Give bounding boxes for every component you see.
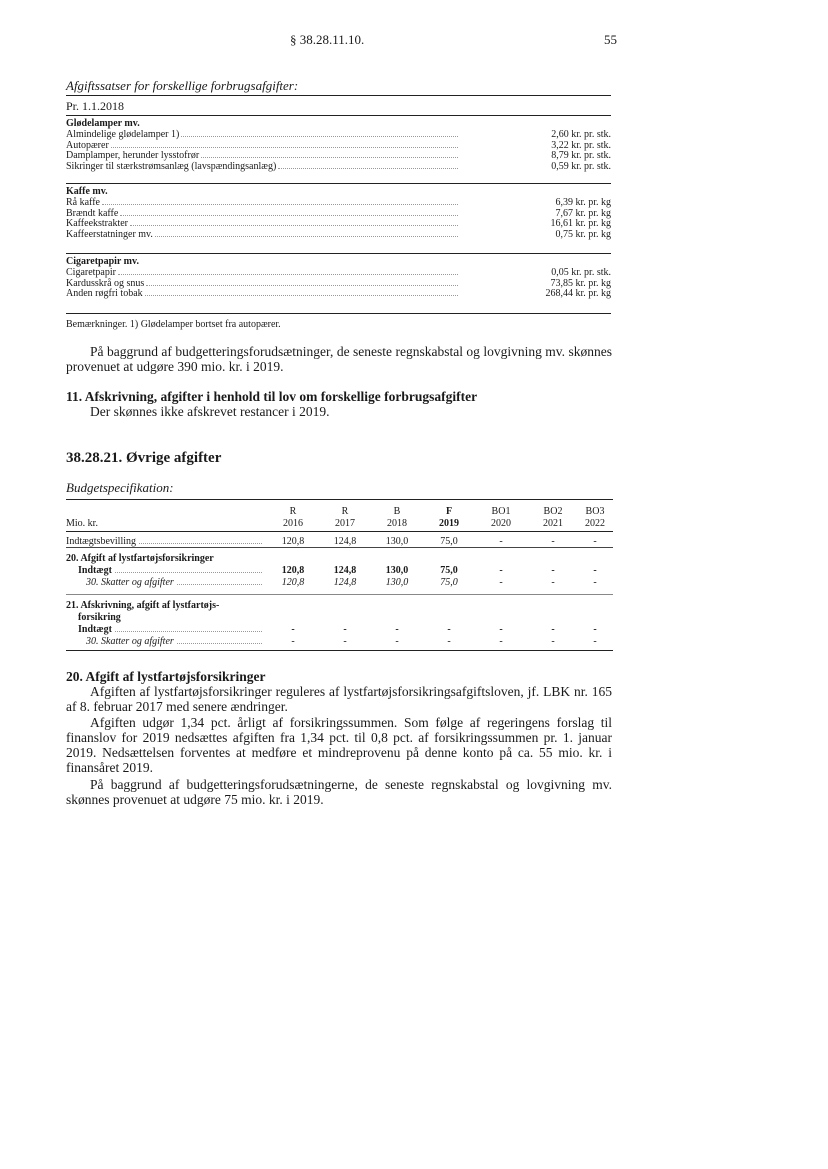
budget-cell: 130,0: [385, 577, 409, 588]
rates-date: Pr. 1.1.2018: [66, 99, 125, 113]
leader-dots: [115, 572, 262, 573]
leader-dots: [120, 215, 458, 216]
section-11-text: Der skønnes ikke afskrevet restancer i 2019.: [90, 404, 330, 419]
leader-dots: [111, 147, 458, 148]
rates-row-label: Kardusskrå og snus: [66, 277, 145, 289]
budget-cell: -: [593, 636, 597, 647]
budget-cell: 120,8: [281, 577, 305, 588]
budget-cell: -: [593, 624, 597, 635]
rates-row-label: Rå kaffe: [66, 197, 100, 208]
rates-row: [66, 197, 611, 208]
budget-cell: 75,0: [440, 577, 458, 588]
budget-cell: 124,8: [333, 536, 357, 547]
budget-cell: -: [499, 536, 503, 547]
column-header-type: R: [289, 506, 297, 517]
leader-dots: [139, 543, 262, 544]
leader-dots: [278, 168, 458, 169]
column-header-type: BO3: [585, 506, 605, 517]
budget-cell: 120,8: [281, 536, 305, 547]
column-header-year: 2022: [585, 518, 605, 529]
rates-row: [66, 150, 611, 161]
budget-cell: -: [593, 536, 597, 547]
budget-cell: -: [593, 565, 597, 576]
leader-dots: [177, 584, 262, 585]
column-header-type: R: [341, 506, 349, 517]
section-heading: 38.28.21. Øvrige afgifter: [66, 450, 222, 466]
budget-cell: 130,0: [385, 565, 409, 576]
leader-dots: [130, 225, 458, 226]
rates-row-label: Sikringer til stærkstrømsanlæg (lavspændingsanlæg): [66, 160, 277, 172]
leader-dots: [145, 295, 458, 296]
rates-heading: Afgiftssatser for forskellige forbrugsafgifter:: [66, 78, 299, 93]
budget-cell: -: [447, 636, 451, 647]
rates-group-title: Cigaretpapir mv.: [66, 256, 139, 267]
leader-dots: [181, 136, 458, 137]
column-header-year: 2018: [387, 518, 407, 529]
row-total-label: Indtægtsbevilling: [66, 536, 136, 547]
leader-dots: [146, 285, 458, 286]
rates-row-value: 2,60 kr. pr. stk.: [551, 129, 611, 140]
budget-cell: -: [551, 565, 555, 576]
rates-row-label: Damplamper, herunder lysstofrør: [66, 150, 200, 161]
leader-dots: [155, 236, 458, 237]
rates-group-title: Glødelamper mv.: [66, 118, 140, 129]
paragraph-provenue: På baggrund af budgetteringsforudsætninger, de seneste regnskabstal og lovgivning mv. skønnes provenuet at udgøre 390 mio. kr. i 2019.: [66, 344, 612, 374]
budget-cell: -: [395, 636, 399, 647]
rates-row-value: 3,22 kr. pr. stk.: [551, 139, 611, 151]
row-20-income-label: Indtægt: [78, 565, 112, 576]
rates-row-value: 0,75 kr. pr. kg: [555, 228, 611, 240]
budget-cell: 124,8: [333, 577, 357, 588]
budget-cell: 75,0: [440, 536, 458, 547]
budget-unit: Mio. kr.: [66, 518, 98, 529]
budget-cell: -: [551, 577, 555, 588]
page-number: 55: [604, 32, 617, 47]
column-header-type: B: [393, 506, 401, 517]
rates-row: [66, 161, 611, 172]
budget-cell: -: [499, 565, 503, 576]
leader-dots: [118, 274, 458, 275]
budget-cell: -: [551, 636, 555, 647]
column-header-year: 2020: [491, 518, 511, 529]
rates-row-value: 6,39 kr. pr. kg: [555, 197, 611, 208]
column-header-year: 2019: [439, 518, 459, 529]
section-20-heading: 20. Afgift af lystfartøjsforsikringer: [66, 669, 266, 684]
budget-cell: -: [499, 636, 503, 647]
rates-row-label: Kaffeekstrakter: [66, 218, 129, 229]
column-header-year: 2021: [543, 518, 563, 529]
budget-cell: -: [291, 624, 295, 635]
rates-row-label: Almindelige glødelamper 1): [66, 129, 180, 140]
rates-row: [66, 278, 611, 289]
section-11-heading: 11. Afskrivning, afgifter i henhold til lov om forskellige forbrugsafgifter: [66, 389, 478, 404]
rates-row: [66, 288, 611, 299]
budget-cell: 124,8: [333, 565, 357, 576]
rates-row-label: Autopærer: [66, 139, 109, 151]
rates-row: [66, 140, 611, 151]
rates-row: [66, 218, 611, 229]
group-21-title-1: 21. Afskrivning, afgift af lystfartøjs-: [66, 600, 220, 611]
section-reference: § 38.28.11.10.: [290, 32, 365, 47]
budget-cell: -: [343, 624, 347, 635]
budget-cell: -: [343, 636, 347, 647]
rates-row-value: 73,85 kr. pr. kg: [550, 277, 611, 289]
budget-cell: -: [291, 636, 295, 647]
rates-row-label: Cigaretpapir: [66, 267, 116, 278]
column-header-type: BO1: [491, 506, 511, 517]
budget-cell: 75,0: [440, 565, 458, 576]
budget-cell: -: [551, 624, 555, 635]
budget-cell: -: [499, 577, 503, 588]
rates-row-value: 268,44 kr. pr. kg: [545, 288, 611, 299]
budget-cell: -: [447, 624, 451, 635]
group-21-title-2: forsikring: [78, 612, 121, 623]
row-20-sub-label: 30. Skatter og afgifter: [86, 577, 174, 588]
budget-cell: -: [499, 624, 503, 635]
rates-row-value: 16,61 kr. pr. kg: [550, 218, 611, 229]
leader-dots: [102, 204, 458, 205]
leader-dots: [201, 157, 458, 158]
column-header-year: 2017: [335, 518, 355, 529]
group-20-title: 20. Afgift af lystfartøjsforsikringer: [66, 553, 214, 564]
section-20-p3: På baggrund af budgetteringsforudsætningerne, de seneste regnskabstal og lovgivning mv. skønnes provenuet at udgøre 75 mio. kr. i 2019.: [66, 777, 612, 807]
budget-cell: 130,0: [385, 536, 409, 547]
rates-row-label: Anden røgfri tobak: [66, 288, 143, 299]
column-header-year: 2016: [283, 518, 303, 529]
rates-row-value: 8,79 kr. pr. stk.: [551, 150, 611, 161]
budget-cell: -: [551, 536, 555, 547]
row-21-income-label: Indtægt: [78, 624, 112, 635]
rates-row-label: Brændt kaffe: [66, 207, 119, 219]
rates-row-label: Kaffeerstatninger mv.: [66, 228, 153, 240]
rates-note: Bemærkninger. 1) Glødelamper bortset fra autopærer.: [66, 319, 281, 330]
section-20-p2: Afgiften udgør 1,34 pct. årligt af forsikringssummen. Som følge af regeringens forslag til finanslov for 2019 nedsættes afgiften fra 1,34 pct. til 0,8 pct. af forsikringssummen pr. 1. januar 2019. Nedsættelsen forventes at medføre et mindreprovenu på denne konto på ca. 55 mio. kr. i finansåret 2019.: [66, 715, 612, 775]
budget-subheading: Budgetspecifikation:: [66, 480, 174, 495]
section-20-p1: Afgiften af lystfartøjsforsikringer reguleres af lystfartøjsforsikringsafgiftsloven, jf. LBK nr. 165 af 8. februar 2017 med senere ændringer.: [66, 684, 612, 714]
rates-row: [66, 229, 611, 240]
column-header-type: F: [445, 506, 453, 517]
rates-row: [66, 129, 611, 140]
rates-row-value: 0,05 kr. pr. stk.: [551, 267, 611, 278]
budget-cell: 120,8: [281, 565, 305, 576]
rates-row-value: 7,67 kr. pr. kg: [555, 207, 611, 219]
budget-cell: -: [593, 577, 597, 588]
rates-row: [66, 208, 611, 219]
leader-dots: [115, 631, 262, 632]
rates-row-value: 0,59 kr. pr. stk.: [551, 160, 611, 172]
rates-row: [66, 267, 611, 278]
rates-group-title: Kaffe mv.: [66, 186, 108, 197]
budget-cell: -: [395, 624, 399, 635]
leader-dots: [177, 643, 262, 644]
row-21-sub-label: 30. Skatter og afgifter: [86, 636, 174, 647]
column-header-type: BO2: [543, 506, 563, 517]
